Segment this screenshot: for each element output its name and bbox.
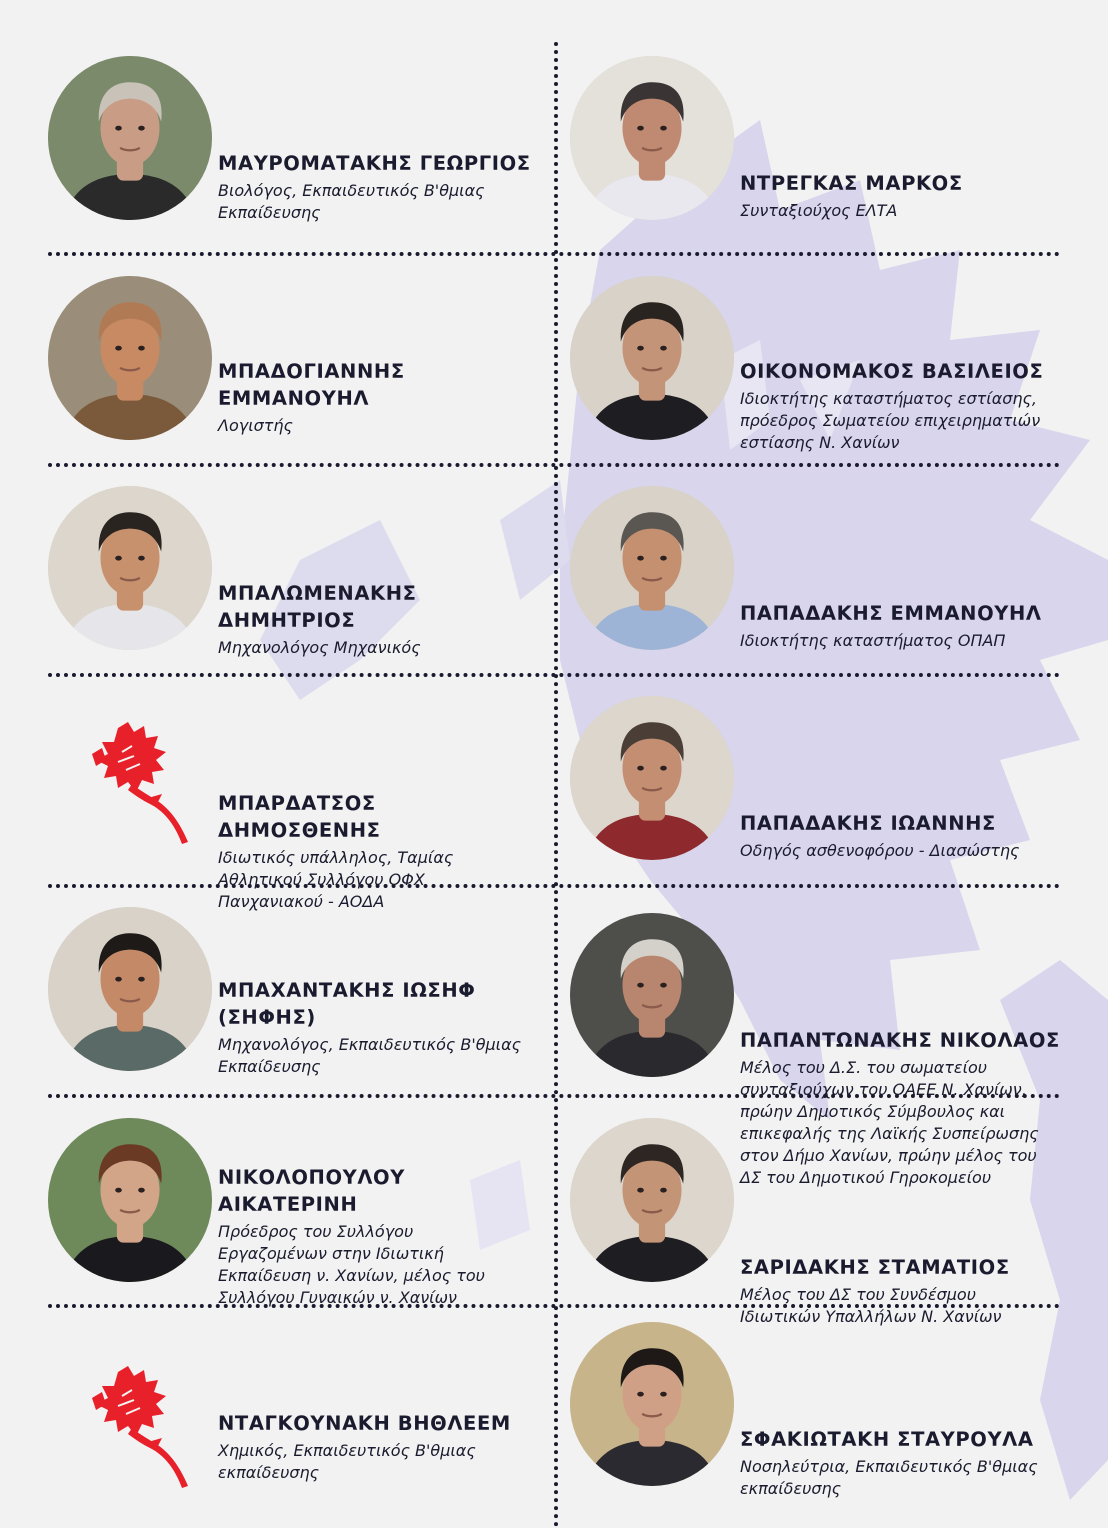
candidate-name: ΜΠΑΔΟΓΙΑΝΝΗΣ ΕΜΜΑΝΟΥΗΛ [218, 360, 405, 410]
candidate-description: Ιδιοκτήτης καταστήματος ΟΠΑΠ [740, 631, 1006, 650]
candidate-description: Ιδιωτικός υπάλληλος, Ταμίας Αθλητικού Συλλόγου ΟΦΧ Πανχανιακού - ΑΟΔΑ [218, 848, 454, 911]
candidate-photo [570, 913, 734, 1077]
candidate-info [740, 1027, 1070, 1189]
candidate-info [218, 1164, 548, 1309]
candidate-photo [48, 276, 212, 440]
candidate-photo [48, 1118, 212, 1282]
candidate-name: ΜΑΥΡΟΜΑΤΑΚΗΣ ΓΕΩΡΓΙΟΣ [218, 152, 531, 175]
candidate-photo [570, 1322, 734, 1486]
candidate-info [218, 1410, 548, 1484]
candidate-description: Οδηγός ασθενοφόρου - Διασώστης [740, 841, 1020, 860]
candidate-photo [570, 276, 734, 440]
candidate-name: ΜΠΑΧΑΝΤΑΚΗΣ ΙΩΣΗΦ (ΣΗΦΗΣ) [218, 979, 476, 1029]
candidate-description: Μηχανολόγος, Εκπαιδευτικός Β'θμιας Εκπαίδευσης [218, 1035, 522, 1076]
candidate-info [218, 150, 548, 224]
candidate-name: ΝΤΑΓΚΟΥΝΑΚΗ ΒΗΘΛΕΕΜ [218, 1412, 511, 1435]
candidate-description: Βιολόγος, Εκπαιδευτικός Β'θμιας Εκπαίδευσης [218, 181, 485, 222]
candidate-description: Συνταξιούχος ΕΛΤΑ [740, 201, 898, 220]
candidate-info [218, 977, 548, 1078]
candidate-photo [570, 1118, 734, 1282]
candidate-description: Ιδιοκτήτης καταστήματος εστίασης, πρόεδρος Σωματείου επιχειρηματιών εστίασης Ν. Χανίων [740, 389, 1041, 452]
candidate-photo [570, 696, 734, 860]
candidate-name: ΜΠΑΛΩΜΕΝΑΚΗΣ ΔΗΜΗΤΡΙΟΣ [218, 582, 417, 632]
candidate-name: ΝΙΚΟΛΟΠΟΥΛΟΥ ΑΙΚΑΤΕΡΙΝΗ [218, 1166, 405, 1216]
candidate-description: Χημικός, Εκπαιδευτικός Β'θμιας εκπαίδευσης [218, 1441, 476, 1482]
candidate-photo [48, 486, 212, 650]
candidate-info [740, 1426, 1070, 1500]
candidate-info [218, 790, 548, 913]
row-separator [48, 252, 1060, 256]
candidate-photo [570, 486, 734, 650]
candidate-name: ΠΑΠΑΝΤΩΝΑΚΗΣ ΝΙΚΟΛΑΟΣ [740, 1029, 1060, 1052]
row-separator [48, 463, 1060, 467]
row-separator [48, 884, 1060, 888]
candidate-description: Πρόεδρος του Συλλόγου Εργαζομένων στην Ιδιωτική Εκπαίδευση ν. Χανίων, μέλος του Συλλόγου Γυναικών ν. Χανίων [218, 1222, 485, 1307]
candidate-photo [48, 907, 212, 1071]
candidate-info [218, 358, 548, 437]
candidate-name: ΜΠΑΡΔΑΤΣΟΣ ΔΗΜΟΣΘΕΝΗΣ [218, 792, 381, 842]
candidate-name: ΟΙΚΟΝΟΜΑΚΟΣ ΒΑΣΙΛΕΙΟΣ [740, 360, 1044, 383]
candidate-description: Μέλος του Δ.Σ. του σωματείου συνταξιούχων του ΟΑΕΕ Ν. Χανίων, πρώην Δημοτικός Σύμβουλος και επικεφαλής της Λαϊκής Συσπείρωσης στον Δήμο Χανίων, πρώην μέλος του ΔΣ του Δημοτικού Γηροκομείου [740, 1058, 1039, 1187]
candidate-name: ΠΑΠΑΔΑΚΗΣ ΕΜΜΑΝΟΥΗΛ [740, 602, 1042, 625]
candidate-info [740, 170, 1070, 222]
candidate-name: ΝΤΡΕΓΚΑΣ ΜΑΡΚΟΣ [740, 172, 963, 195]
candidate-info [740, 810, 1070, 862]
candidate-name: ΣΑΡΙΔΑΚΗΣ ΣΤΑΜΑΤΙΟΣ [740, 1256, 1010, 1279]
candidate-description: Μέλος του ΔΣ του Συνδέσμου Ιδιωτικών Υπαλλήλων Ν. Χανίων [740, 1285, 1002, 1326]
candidate-description: Μηχανολόγος Μηχανικός [218, 638, 421, 657]
candidate-info [740, 1254, 1070, 1328]
candidate-info [740, 358, 1070, 454]
candidate-name: ΣΦΑΚΙΩΤΑΚΗ ΣΤΑΥΡΟΥΛΑ [740, 1428, 1034, 1451]
row-separator [48, 673, 1060, 677]
candidate-photo [48, 56, 212, 220]
candidate-info [218, 580, 548, 659]
candidate-description: Λογιστής [218, 416, 293, 435]
carnation-logo-icon [78, 1362, 198, 1492]
candidate-description: Νοσηλεύτρια, Εκπαιδευτικός Β'θμιας εκπαίδευσης [740, 1457, 1038, 1498]
carnation-logo-icon [78, 718, 198, 848]
candidate-info [740, 600, 1070, 652]
candidate-photo [570, 56, 734, 220]
candidate-name: ΠΑΠΑΔΑΚΗΣ ΙΩΑΝΝΗΣ [740, 812, 996, 835]
